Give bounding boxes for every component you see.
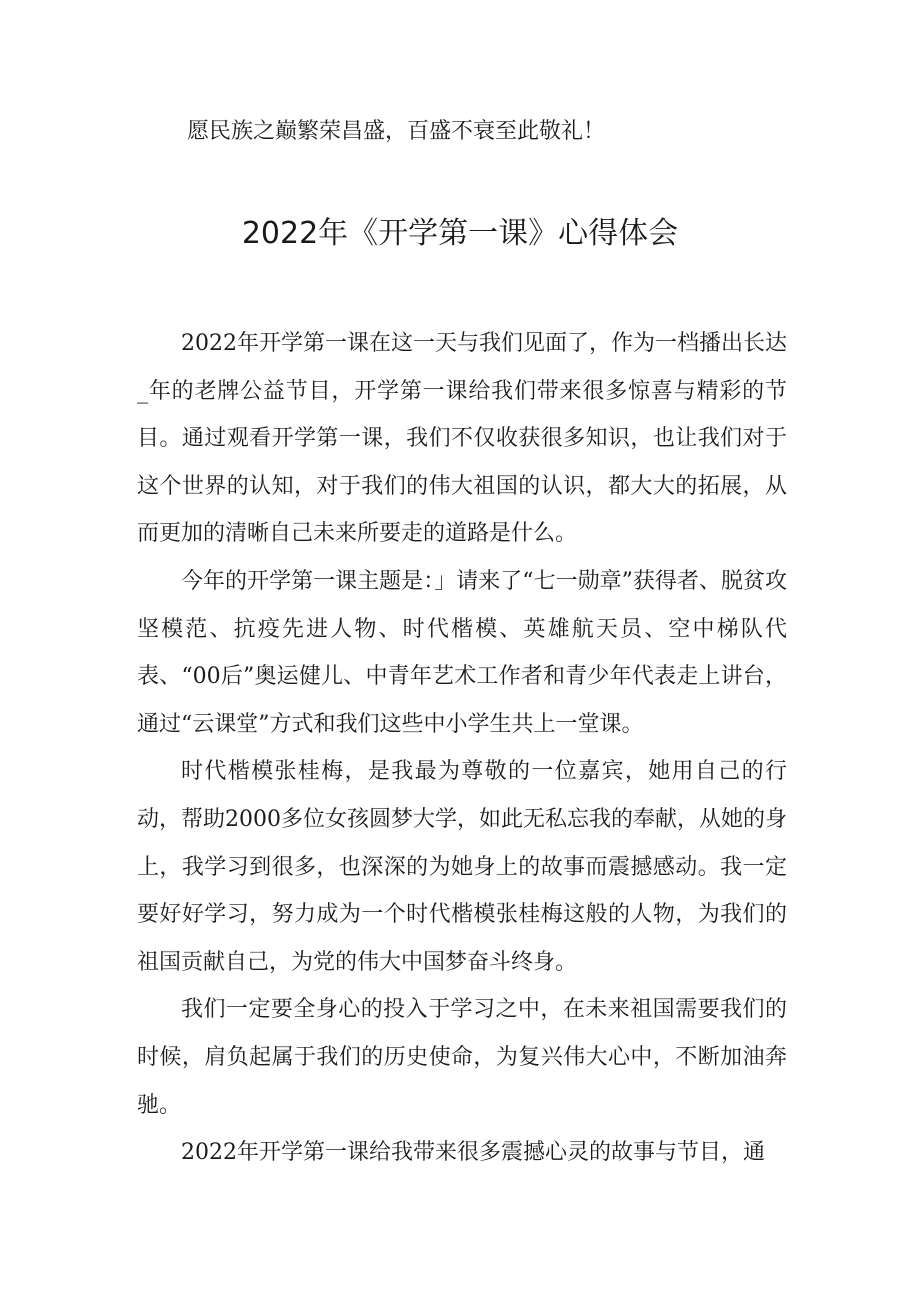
paragraph-zhang-guimei: 时代楷模张桂梅，是我最为尊敬的一位嘉宾，她用自己的行动，帮助2000多位女孩圆梦大学，如此无私忘我的奉献，从她的身上，我学习到很多，也深深的为她身上的故事而震撼感动。我一定要好好学习，努力成为一个时代楷模张桂梅这般的人物，为我们的祖国贡献自己，为党的伟大中国梦奋斗终身。 [137, 759, 787, 975]
paragraph-intro: 2022年开学第一课在这一天与我们见面了，作为一档播出长达_年的老牌公益节目，开学第一课给我们带来很多惊喜与精彩的节目。通过观看开学第一课，我们不仅收获很多知识，也让我们对于这个世界的认知，对于我们的伟大祖国的认识，都大大的拓展，从而更加的清晰自己未来所要走的道路是什么。 [137, 331, 787, 547]
document-title: 2022年《开学第一课》心得体会 [241, 216, 679, 251]
closing-line: 愿民族之巅繁荣昌盛，百盛不衰至此敬礼！ [187, 119, 606, 144]
paragraph-commitment: 我们一定要全身心的投入于学习之中，在未来祖国需要我们的时候，肩负起属于我们的历史使命，为复兴伟大心中，不断加油奔驰。 [137, 997, 787, 1118]
document-body [137, 320, 787, 1177]
paragraph-closing: 2022年开学第一课给我带来很多震撼心灵的故事与节目，通 [181, 1140, 765, 1166]
paragraph-theme: 今年的开学第一课主题是：」请来了“七一勋章”获得者、脱贫攻坚模范、抗疫先进人物、时代楷模、英雄航天员、空中梯队代表、“00后”奥运健儿、中青年艺术工作者和青少年代表走上讲台，通过“云课堂”方式和我们这些中小学生共上一堂课。 [137, 568, 787, 737]
